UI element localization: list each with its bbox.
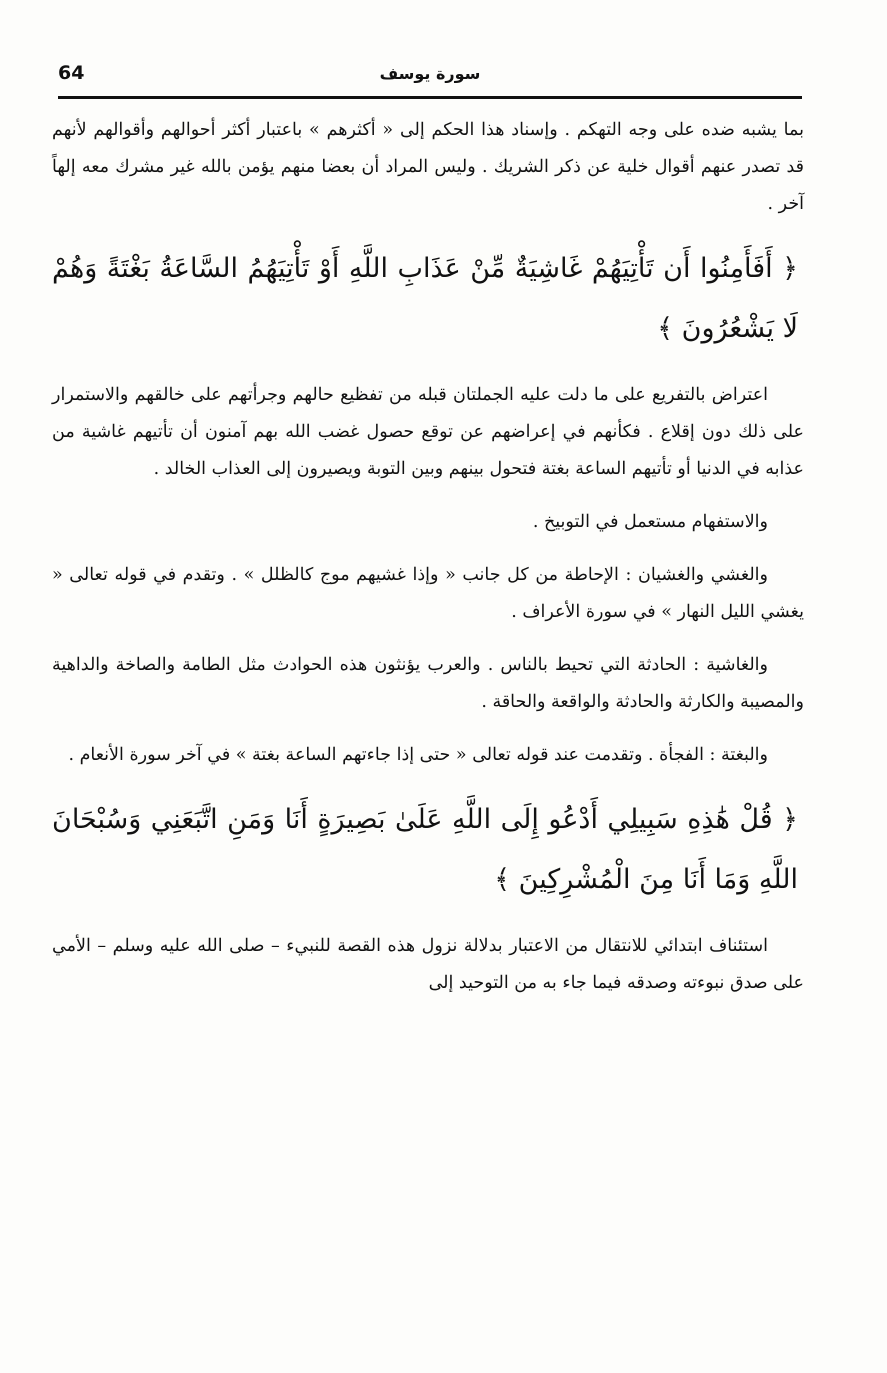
running-title: سورة يوسف	[379, 64, 481, 83]
commentary-paragraph: والغاشية : الحادثة التي تحيط بالناس . والعرب يؤنثون هذه الحوادث مثل الطامة والصاخة والداهية والمصيبة والكارثة والحادثة والواقعة والحاقة .	[52, 655, 804, 712]
quran-verse: ﴿ قُلْ هَٰذِهِ سَبِيلِي أَدْعُو إِلَى اللَّهِ عَلَىٰ بَصِيرَةٍ أَنَا وَمَنِ اتَّبَعَنِي وَسُبْحَانَ اللَّهِ وَمَا أَنَا مِنَ الْمُشْرِكِينَ ﴾	[52, 804, 798, 895]
commentary-paragraph: اعتراض بالتفريع على ما دلت عليه الجملتان قبله من تفظيع حالهم وجرأتهم على خالقهم والاستمرار على ذلك دون إقلاع . فكأنهم في إعراضهم عن توقع حصول غضب الله بهم آمنون أن تأتيهم غاشية من عذابه في الدنيا أو تأتيهم الساعة بغتة فتحول بينهم وبين التوبة ويصيرون إلى العذاب الخالد .	[52, 385, 804, 479]
page-number: 64	[58, 62, 85, 84]
commentary-paragraph: استئناف ابتدائي للانتقال من الاعتبار بدلالة نزول هذه القصة للنبيء – صلى الله عليه وسلم – الأمي على صدق نبوءته وصدقه فيما جاء به من التوحيد إلى	[52, 936, 804, 993]
page-body	[52, 112, 804, 1018]
page-header	[58, 58, 802, 99]
commentary-paragraph: بما يشبه ضده على وجه التهكم . وإسناد هذا الحكم إلى « أكثرهم » باعتبار أكثر أحوالهم وأقوالهم لأنهم قد تصدر عنهم أقوال خلية عن ذكر الشريك . وليس المراد أن بعضا منهم يؤمن بالله غير مشرك معه إلهاً آخر .	[52, 120, 804, 214]
commentary-paragraph: والبغتة : الفجأة . وتقدمت عند قوله تعالى « حتى إذا جاءتهم الساعة بغتة » في آخر سورة الأنعام .	[68, 745, 768, 765]
quran-verse: ﴿ أَفَأَمِنُوا أَن تَأْتِيَهُمْ غَاشِيَةٌ مِّنْ عَذَابِ اللَّهِ أَوْ تَأْتِيَهُمُ السَّاعَةُ بَغْتَةً وَهُمْ لَا يَشْعُرُونَ ﴾	[52, 253, 798, 344]
commentary-paragraph: والاستفهام مستعمل في التوبيخ .	[532, 512, 768, 532]
commentary-paragraph: والغشي والغشيان : الإحاطة من كل جانب « وإذا غشيهم موج كالظلل » . وتقدم في قوله تعالى « يغشي الليل النهار » في سورة الأعراف .	[52, 565, 804, 622]
